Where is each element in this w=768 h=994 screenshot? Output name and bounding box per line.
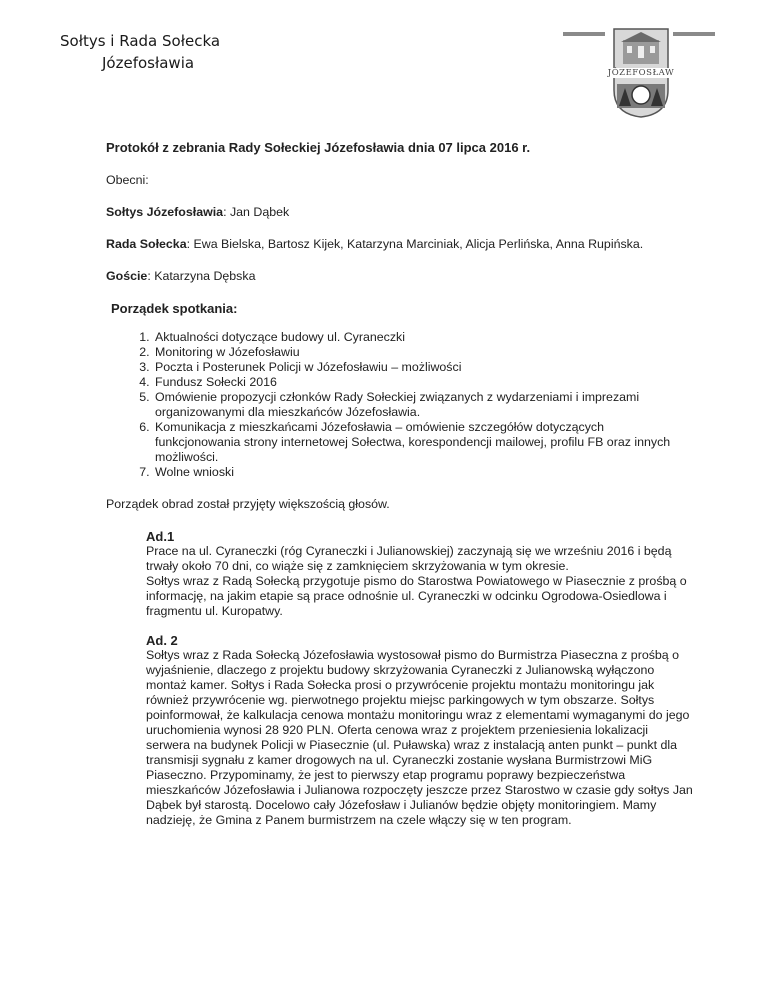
- council-value: : Ewa Bielska, Bartosz Kijek, Katarzyna Marciniak, Alicja Perlińska, Anna Rupińska.: [186, 237, 644, 251]
- agenda-item: 2. Monitoring w Józefosławiu: [153, 345, 686, 360]
- ad2-title: Ad. 2: [146, 633, 178, 648]
- crest-bar-left: [563, 32, 605, 36]
- crest-label: JÓZEFOSŁAW: [601, 68, 681, 78]
- agenda-item: 1. Aktualności dotyczące budowy ul. Cyraneczki: [153, 330, 686, 345]
- council-label: Rada Sołecka: [106, 237, 187, 251]
- agenda-accepted: Porządek obrad został przyjęty większością głosów.: [106, 497, 390, 511]
- ad1-title: Ad.1: [146, 529, 175, 544]
- document-title: Protokół z zebrania Rady Sołeckiej Józefosławia dnia 07 lipca 2016 r.: [106, 140, 531, 155]
- ad1-text: Prace na ul. Cyraneczki (róg Cyraneczki i Julianowskiej) zaczynają się we wrześniu 2016 i będą trwały około 70 dni, co wiąże się z zamknięciem skrzyżowania w tym okresie.: [146, 544, 672, 573]
- soltys-value: : Jan Dąbek: [223, 205, 290, 219]
- guests-line: [106, 269, 686, 284]
- letterhead: [60, 30, 220, 74]
- agenda-heading: Porządek spotkania:: [111, 301, 238, 316]
- guests-label: Goście: [106, 269, 148, 283]
- agenda-item: 7. Wolne wnioski: [153, 465, 686, 480]
- ad2-text: Sołtys wraz z Rada Sołecką Józefosławia wystosował pismo do Burmistrza Piaseczna z prośbą o wyjaśnienie, dlaczego z projektu budowy skrzyżowania Cyraneczki z Julianowską wyłączono montaż kamer. Sołtys i Rada Sołecka prosi o przywrócenie projektu montażu monitoringu jak również przywrócenie wg. pierwotnego projektu miejsc parkingowych w tym obszarze. Sołtys poinformował, że kalkulacja cenowa montażu monitoringu wraz z elementami wymaganymi do jego uruchomienia wynosi 28 920 PLN. Oferta cenowa wraz z projektem przeniesienia lokalizacji serwera na budynek Policji w Piasecznie (ul. Puławska) wraz z instalacją anten punkt – punkt dla transmisji sygnału z kamer drogowych na ul. Cyraneczki zostanie wysłana Burmistrzowi MiG Piaseczno. Przypominamy, że jest to pierwszy etap programu poprawy bezpieczeństwa mieszkańców Józefosławia i Julianowa rozpoczęty jeszcze przez Starostwo w czasie gdy sołtys Jan Dąbek był starostą. Docelowo cały Józefosław i Julianów będzie objęty monitoringiem. Mamy nadzieję, że Gmina z Panem burmistrzem na czele włączy się w ten program.: [146, 648, 693, 827]
- letterhead-line1: Sołtys i Rada Sołecka: [60, 32, 221, 50]
- ad2-section: [146, 633, 694, 828]
- crest-bar-right: [673, 32, 715, 36]
- document-body: [106, 140, 693, 842]
- ad1-section: [146, 529, 694, 619]
- agenda-item: 5. Omówienie propozycji członków Rady Sołeckiej związanych z wydarzeniami i imprezami organizowanymi dla mieszkańców Józefosławia.: [153, 390, 686, 420]
- agenda-item: 3. Poczta i Posterunek Policji w Józefosławiu – możliwości: [153, 360, 686, 375]
- guests-value: : Katarzyna Dębska: [147, 269, 256, 283]
- crest-logo: [563, 28, 715, 120]
- soltys-label: Sołtys Józefosławia: [106, 205, 224, 219]
- agenda-item: 6. Komunikacja z mieszkańcami Józefosławia – omówienie szczegółów dotyczących funkcjonowania strony internetowej Sołectwa, korespondencji mailowej, profilu FB oraz innych możliwości.: [153, 420, 686, 465]
- present-label: Obecni:: [106, 173, 149, 187]
- agenda-list: [106, 330, 686, 480]
- letterhead-line2: Józefosławia: [102, 54, 195, 72]
- ad1-text2: Sołtys wraz z Radą Sołecką przygotuje pismo do Starostwa Powiatowego w Piasecznie z prośbą o informację, na jakim etapie są prace odnośnie ul. Cyraneczki w odcinku Ogrodowa-Osiedlowa i fragmentu ul. Kuropatwy.: [146, 574, 687, 618]
- council-line: [106, 237, 686, 252]
- soltys-line: [106, 205, 686, 220]
- agenda-item: 4. Fundusz Sołecki 2016: [153, 375, 686, 390]
